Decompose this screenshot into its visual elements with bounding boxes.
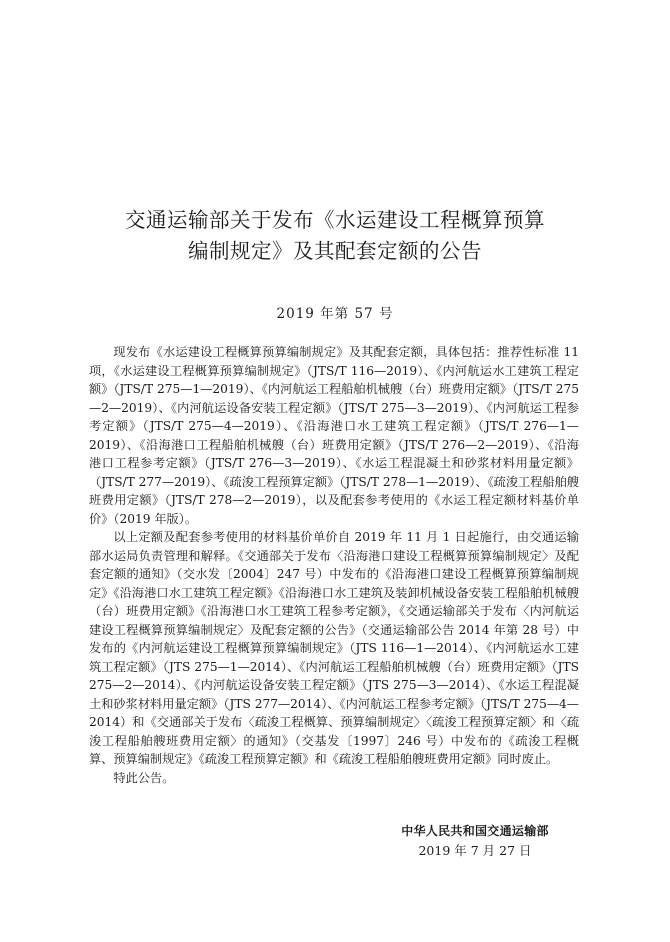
body-paragraph-1: 现发布《水运建设工程概算预算编制规定》及其配套定额，具体包括：推荐性标准 11 项，《水运建设工程概算预算编制规定》（JTS/T 116—2019）、《内河航运水工建筑工程定额》（JTS/T 275—1—2019）、《内河航运工程船舶机械艘（台）班费用定额》（JTS/T 275—2—2019）、《内河航运设备安装工程定额》（JTS/T 275—3—2019）、《内河航运工程参考定额》（JTS/T 275—4—2019）、《沿海港口水工建筑工程定额》（JTS/T 276—1—2019）、《沿海港口工程船舶机械艘（台）班费用定额》（JTS/T 276—2—2019）、《沿海港口工程参考定额》（JTS/T 276—3—2019）、《水运工程混凝土和砂浆材料用量定额》（JTS/T 277—2019）、《疏浚工程预算定额》（JTS/T 278—1—2019）、《疏浚工程船舶艘班费用定额》（JTS/T 278—2—2019），以及配套参考使用的《水运工程定额材料基价单价》（2019 年版）。: [89, 345, 579, 526]
body-paragraph-2: 以上定额及配套参考使用的材料基价单价自 2019 年 11 月 1 日起施行，由交通运输部水运局负责管理和解释。《交通部关于发布〈沿海港口建设工程概算预算编制规定〉及配套定额的通知》（交水发〔2004〕247 号）中发布的《沿海港口建设工程概算预算编制规定》《沿海港口水工建筑工程定额》《沿海港口水工建筑及装卸机械设备安装工程船舶机械艘（台）班费用定额》《沿海港口水工建筑工程参考定额》，《交通运输部关于发布〈内河航运建设工程概算预算编制规定〉及配套定额的公告》（交通运输部公告 2014 年第 28 号）中发布的《内河航运建设工程概算预算编制规定》（JTS 116—1—2014）、《内河航运水工建筑工程定额》（JTS 275—1—2014）、《内河航运工程船舶机械艘（台）班费用定额》（JTS 275—2—2014）、《内河航运设备安装工程定额》（JTS 275—3—2014）、《水运工程混凝土和砂浆材料用量定额》（JTS 277—2014）、《内河航运工程参考定额》（JTS/T 275—4—2014）和《交通部关于发布〈疏浚工程概算、预算编制规定〉〈疏浚工程预算定额〉和〈疏浚工程船舶艘班费用定额〉的通知》（交基发〔1997〕246 号）中发布的《疏浚工程概算、预算编制规定》《疏浚工程预算定额》和《疏浚工程船舶艘班费用定额》同时废止。: [89, 530, 579, 766]
document-number: 2019 年第 57 号: [276, 306, 394, 322]
title-line-1: 交通运输部关于发布《水运建设工程概算预算: [125, 208, 545, 232]
body-paragraph-3: 特此公告。: [113, 770, 175, 785]
document-title: [60, 205, 610, 267]
title-line-2: 编制规定》及其配套定额的公告: [188, 239, 482, 263]
issuer-name: 中华人民共和国交通运输部: [401, 824, 549, 838]
document-body: [89, 343, 579, 787]
signature-block: [380, 822, 570, 860]
issue-date: 2019 年 7 月 27 日: [418, 843, 532, 858]
